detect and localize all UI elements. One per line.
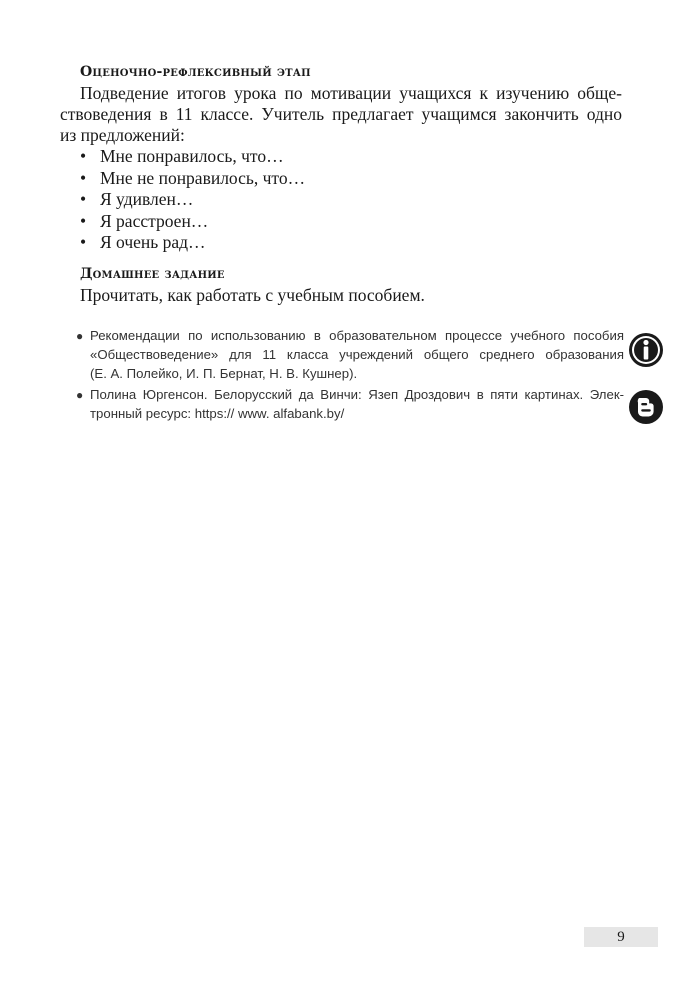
bullet-icon: • (80, 210, 87, 231)
homework-heading: Домашнее задание (80, 266, 225, 282)
bullet-icon: • (80, 232, 87, 252)
page-number: 9 (617, 929, 625, 945)
list-item: • Мне понравилось, что… (80, 146, 284, 166)
resource-line: Полина Юргенсон. Белорусский да Винчи: Язеп Дроздович в пяти картинах. Элек- (90, 387, 624, 403)
evaluation-paragraph (60, 83, 622, 146)
resources-list (74, 327, 624, 427)
resource-line: (Е. А. Полейко, И. П. Бернат, Н. В. Кушнер). (90, 365, 358, 381)
bullet-icon: ● (76, 329, 84, 343)
resource-item (74, 327, 624, 383)
list-item: • Я расстроен… (80, 210, 209, 231)
homework-text: Прочитать, как работать с учебным пособием. (80, 285, 425, 305)
list-item: • Я удивлен… (80, 189, 194, 209)
list-item: • Мне не понравилось, что… (80, 167, 306, 188)
list-item: • Я очень рад… (80, 232, 206, 252)
resource-line: тронный ресурс: https:// www. alfabank.by/ (90, 406, 345, 422)
resource-line: Рекомендации по использованию в образовательном процессе учебного пособия (90, 328, 624, 343)
bullet-icon: • (80, 167, 87, 188)
bullet-icon: • (80, 146, 87, 166)
paragraph-line: ствоведения в 11 классе. Учитель предлагает учащимся закончить одно (60, 104, 622, 124)
resource-item (74, 386, 624, 424)
resource-line: «Обществоведение» для 11 класса учреждений общего среднего образования (90, 346, 624, 362)
paragraph-line: из предложений: (60, 125, 185, 145)
evaluation-heading: Оценочно-рефлексивный этап (80, 64, 311, 80)
bullet-icon: • (80, 189, 87, 209)
bullet-icon: ● (76, 388, 84, 403)
blog-icon (628, 389, 664, 425)
page-number-box (584, 927, 658, 947)
paragraph-line: Подведение итогов урока по мотивации учащихся к изучению обще- (80, 83, 622, 103)
sentence-options-list (80, 146, 305, 254)
info-icon (628, 332, 664, 368)
